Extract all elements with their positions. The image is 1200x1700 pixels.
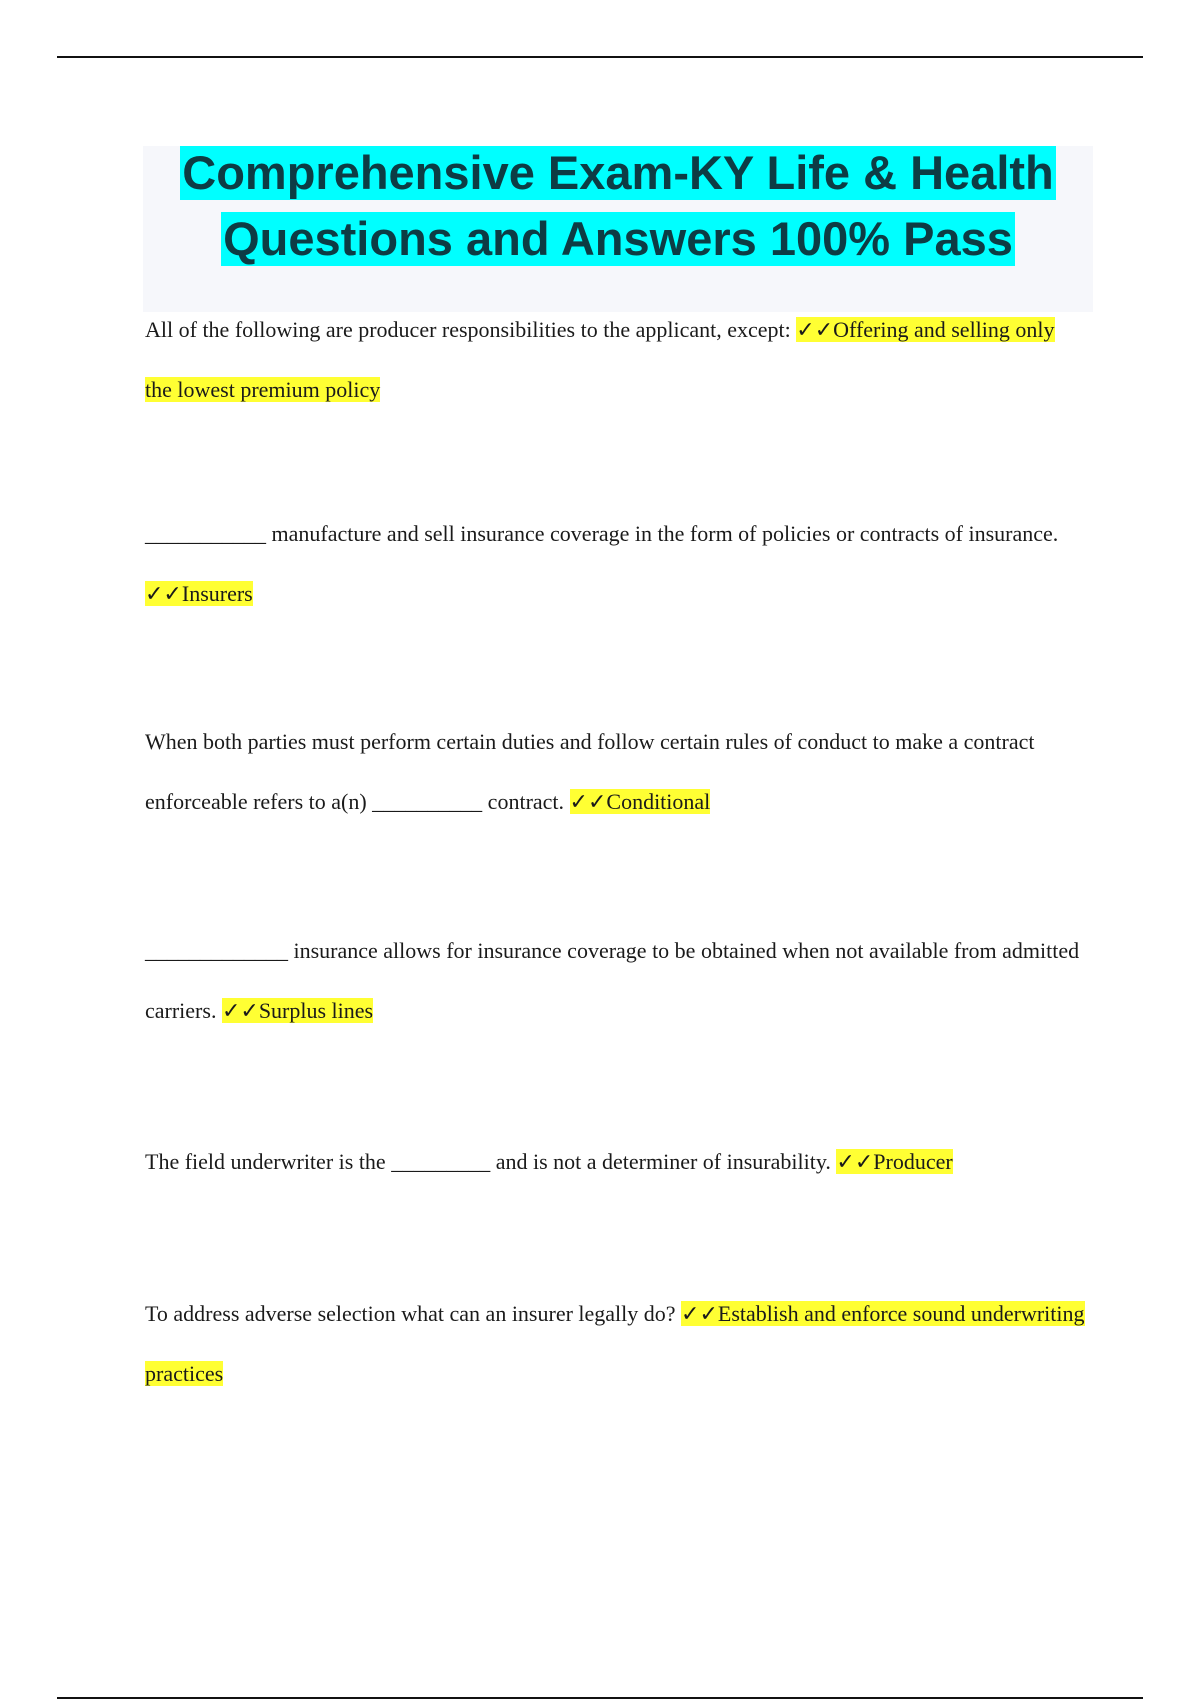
qa-item xyxy=(145,504,1085,624)
qa-item xyxy=(145,712,1085,832)
document-title-line-2: Questions and Answers 100% Pass xyxy=(223,212,1013,265)
question-text: _____________ insurance allows for insurance coverage to be obtained when not available from admitted carriers. xyxy=(145,938,1080,1023)
bottom-rule xyxy=(57,1697,1143,1699)
question-text: All of the following are producer responsibilities to the applicant, except: xyxy=(145,317,791,342)
answer-text: ✓✓Insurers xyxy=(145,581,253,606)
question-text: When both parties must perform certain duties and follow certain rules of conduct to make a contract enforceable refers to a(n) __________ contract. xyxy=(145,729,1035,814)
answer-text: ✓✓Offering and selling only the lowest premium policy xyxy=(145,317,1055,402)
answer-text: ✓✓Producer xyxy=(836,1149,953,1174)
question-text: To address adverse selection what can an insurer legally do? xyxy=(145,1301,676,1326)
top-rule xyxy=(57,56,1143,58)
question-text: The field underwriter is the _________ and is not a determiner of insurability. xyxy=(145,1149,831,1174)
question-text: ___________ manufacture and sell insurance coverage in the form of policies or contracts of insurance. xyxy=(145,521,1059,546)
answer-text: ✓✓Establish and enforce sound underwriting practices xyxy=(145,1301,1085,1386)
qa-item xyxy=(145,300,1085,420)
document-title-line-1: Comprehensive Exam-KY Life & Health xyxy=(182,146,1054,199)
title-banner xyxy=(143,146,1093,312)
qa-item xyxy=(145,1284,1085,1404)
qa-item xyxy=(145,921,1085,1041)
qa-item xyxy=(145,1132,1085,1192)
answer-text: ✓✓Surplus lines xyxy=(221,998,374,1023)
answer-text: ✓✓Conditional xyxy=(569,789,711,814)
